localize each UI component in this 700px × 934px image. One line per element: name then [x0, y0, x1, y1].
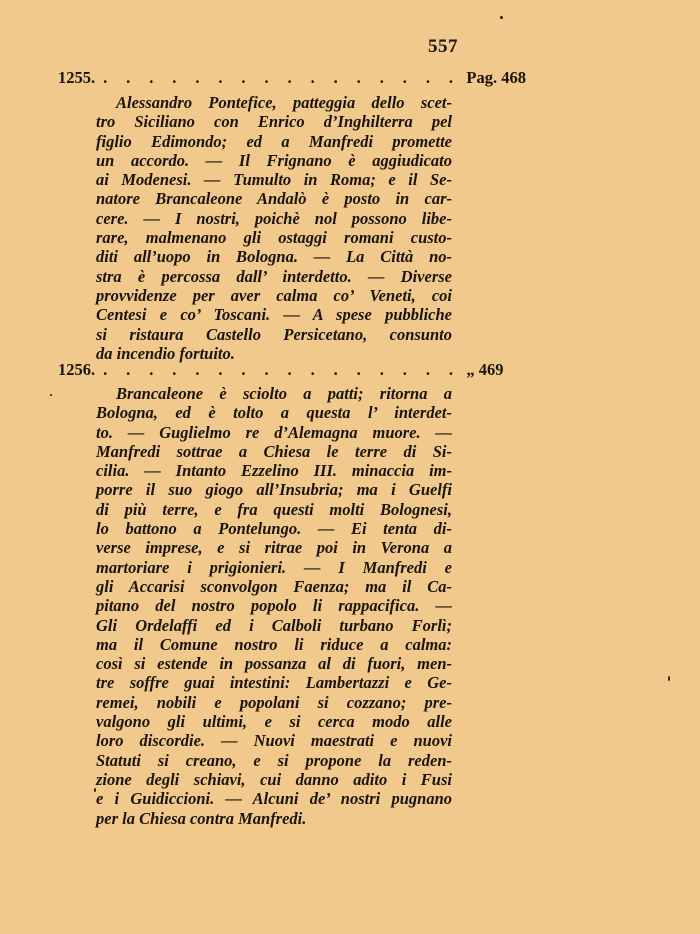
- summary-line: per la Chiesa contra Manfredi.: [96, 808, 307, 828]
- entry-year: 1256.: [58, 360, 96, 379]
- page-number: 557: [428, 36, 458, 57]
- summary-line: zione degli schiavi, cui danno adito i Fusi: [96, 769, 452, 789]
- summary-line: tre soffre guai intestini: Lambertazzi e Ge-: [96, 673, 452, 693]
- summary-line: to. — Guglielmo re d’Alemagna muore. —: [96, 422, 452, 442]
- summary-line: ai Modenesi. — Tumulto in Roma; e il Se-: [96, 170, 452, 190]
- summary-line: si ristaura Castello Persicetano, consunto: [96, 324, 452, 344]
- print-speck: [50, 394, 52, 396]
- summary-line: valgono gli ultimi, e si cerca modo alle: [96, 712, 452, 732]
- summary-line: Manfredi sottrae a Chiesa le terre di Si-: [96, 441, 452, 461]
- summary-line: gli Accarisi sconvolgon Faenza; ma il Ca-: [96, 576, 452, 596]
- summary-line: ma il Comune nostro li riduce a calma:: [96, 634, 452, 654]
- summary-line: provvidenze per aver calma co’ Veneti, coi: [96, 285, 452, 305]
- summary-line: martoriare i prigionieri. — I Manfredi e: [96, 557, 452, 577]
- summary-line: verse imprese, e si ritrae poi in Verona a: [96, 538, 452, 558]
- summary-line: cilia. — Intanto Ezzelino III. minaccia im-: [96, 461, 452, 481]
- summary-line: Centesi e co’ Toscani. — A spese pubbliche: [96, 305, 452, 325]
- summary-line: da incendio fortuito.: [96, 343, 235, 363]
- entry-summary-1256: [96, 384, 452, 828]
- entry-year: 1255.: [58, 68, 96, 87]
- summary-line: porre il suo giogo all’Insubria; ma i Guelfi: [96, 480, 452, 500]
- summary-line: pitano del nostro popolo li rappacifica. —: [96, 596, 452, 616]
- summary-line: tro Siciliano con Enrico d’Inghilterra pel: [96, 112, 452, 132]
- entry-summary-1255: [96, 93, 452, 363]
- print-speck: [94, 788, 96, 792]
- dot-leader: . . . . . . . . . . . . . . . .: [103, 360, 461, 379]
- summary-line: Alessandro Pontefice, patteggia dello scet-: [116, 93, 452, 112]
- summary-line: Brancaleone è sciolto a patti; ritorna a: [116, 384, 452, 403]
- summary-line: loro discordie. — Nuovi maestrati e nuovi: [96, 731, 452, 751]
- summary-line: rare, malmenano gli ostaggi romani custo-: [96, 228, 452, 248]
- summary-line: Bologna, ed è tolto a questa l’ interdet-: [96, 403, 452, 423]
- summary-line: un accordo. — Il Frignano è aggiudicato: [96, 150, 452, 170]
- summary-line: diti all’uopo in Bologna. — La Città no-: [96, 247, 452, 267]
- summary-line: remei, nobili e popolani si cozzano; pre-: [96, 692, 452, 712]
- print-speck: [668, 676, 670, 681]
- summary-line: figlio Edimondo; ed a Manfredi promette: [96, 131, 452, 151]
- dot-leader: . . . . . . . . . . . . . . . .: [103, 68, 461, 87]
- entry-header-1255: [58, 68, 526, 88]
- summary-line: Statuti si creano, e si propone la reden-: [96, 750, 452, 770]
- summary-line: lo battono a Pontelungo. — Ei tenta di-: [96, 519, 452, 539]
- summary-line: stra è percossa dall’ interdetto. — Diverse: [96, 266, 452, 286]
- summary-line: cere. — I nostri, poichè nol possono libe-: [96, 208, 452, 228]
- page-reference: Pag. 468: [466, 68, 526, 87]
- summary-line: Gli Ordelaffi ed i Calboli turbano Forlì;: [96, 615, 452, 635]
- page-reference: „ 469: [466, 360, 504, 379]
- print-speck: [500, 16, 503, 19]
- summary-line: e i Guidiccioni. — Alcuni de’ nostri pugnano: [96, 789, 452, 809]
- summary-line: di più terre, e fra questi molti Bolognesi,: [96, 499, 452, 519]
- summary-line: natore Brancaleone Andalò è posto in car-: [96, 189, 452, 209]
- entry-header-1256: [58, 360, 504, 380]
- summary-line: così si estende in possanza al di fuori, men-: [96, 654, 452, 674]
